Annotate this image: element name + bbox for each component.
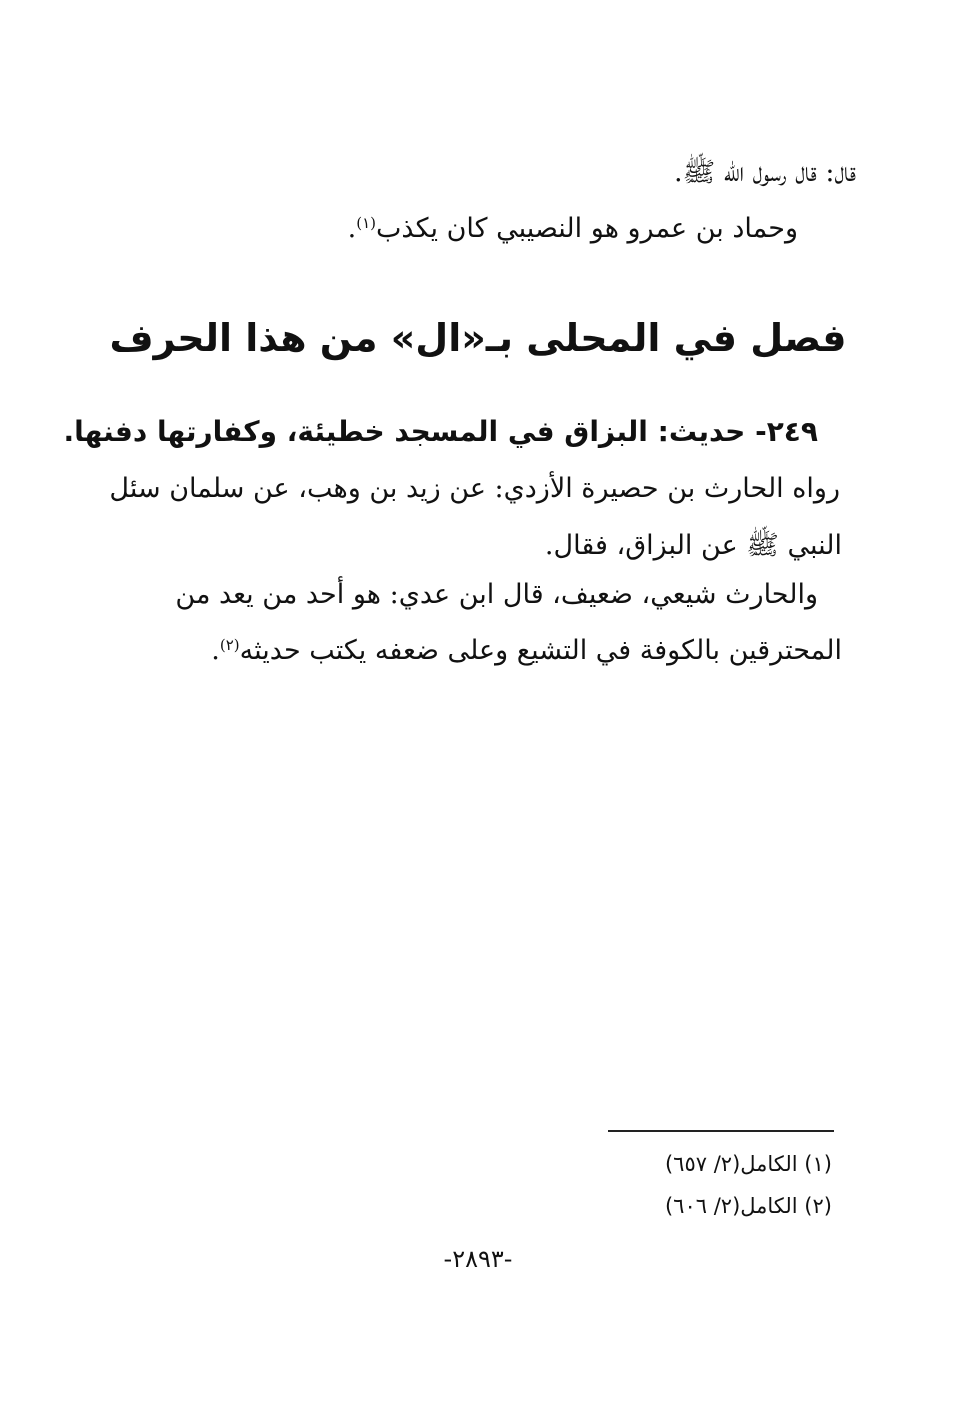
hadith-title: ٢٤٩- حديث: البزاق في المسجد خطيئة، وكفارتها دفنها.	[63, 415, 818, 448]
footnote-1: (١) الكامل(٢/ ٦٥٧)	[664, 1152, 832, 1176]
footnote-ref-2: (٢)	[219, 636, 240, 654]
hadith-line-2: النبي ﷺ عن البزاق، فقال.	[544, 530, 842, 561]
text-line-2-end: .	[347, 213, 357, 244]
footnote-divider	[608, 1130, 834, 1132]
text-line-2-content: وحماد بن عمرو هو النصيبي كان يكذب	[375, 213, 798, 244]
footnote-2: (٢) الكامل(٢/ ٦٠٦)	[664, 1194, 832, 1218]
text-line-1-content: قال: قال رسول الله ﷺ.	[674, 157, 856, 188]
hadith-line-1: رواه الحارث بن حصيرة الأزدي: عن زيد بن وهب، عن سلمان سئل	[109, 473, 840, 504]
section-heading: فصل في المحلى بـ«ال» من هذا الحرف	[109, 316, 847, 360]
hadith-line-4-end: .	[211, 635, 220, 666]
page-number: -٢٨٩٣-	[443, 1245, 513, 1273]
footnote-ref-1: (١)	[356, 214, 376, 232]
text-line-1	[674, 156, 856, 190]
hadith-line-4-content: المحترقين بالكوفة في التشيع وعلى ضعفه يكتب حديثه	[239, 635, 842, 666]
hadith-line-4	[211, 634, 842, 668]
text-line-2	[348, 212, 798, 246]
hadith-line-3: والحارث شيعي، ضعيف، قال ابن عدي: هو أحد من يعد من	[175, 579, 818, 610]
